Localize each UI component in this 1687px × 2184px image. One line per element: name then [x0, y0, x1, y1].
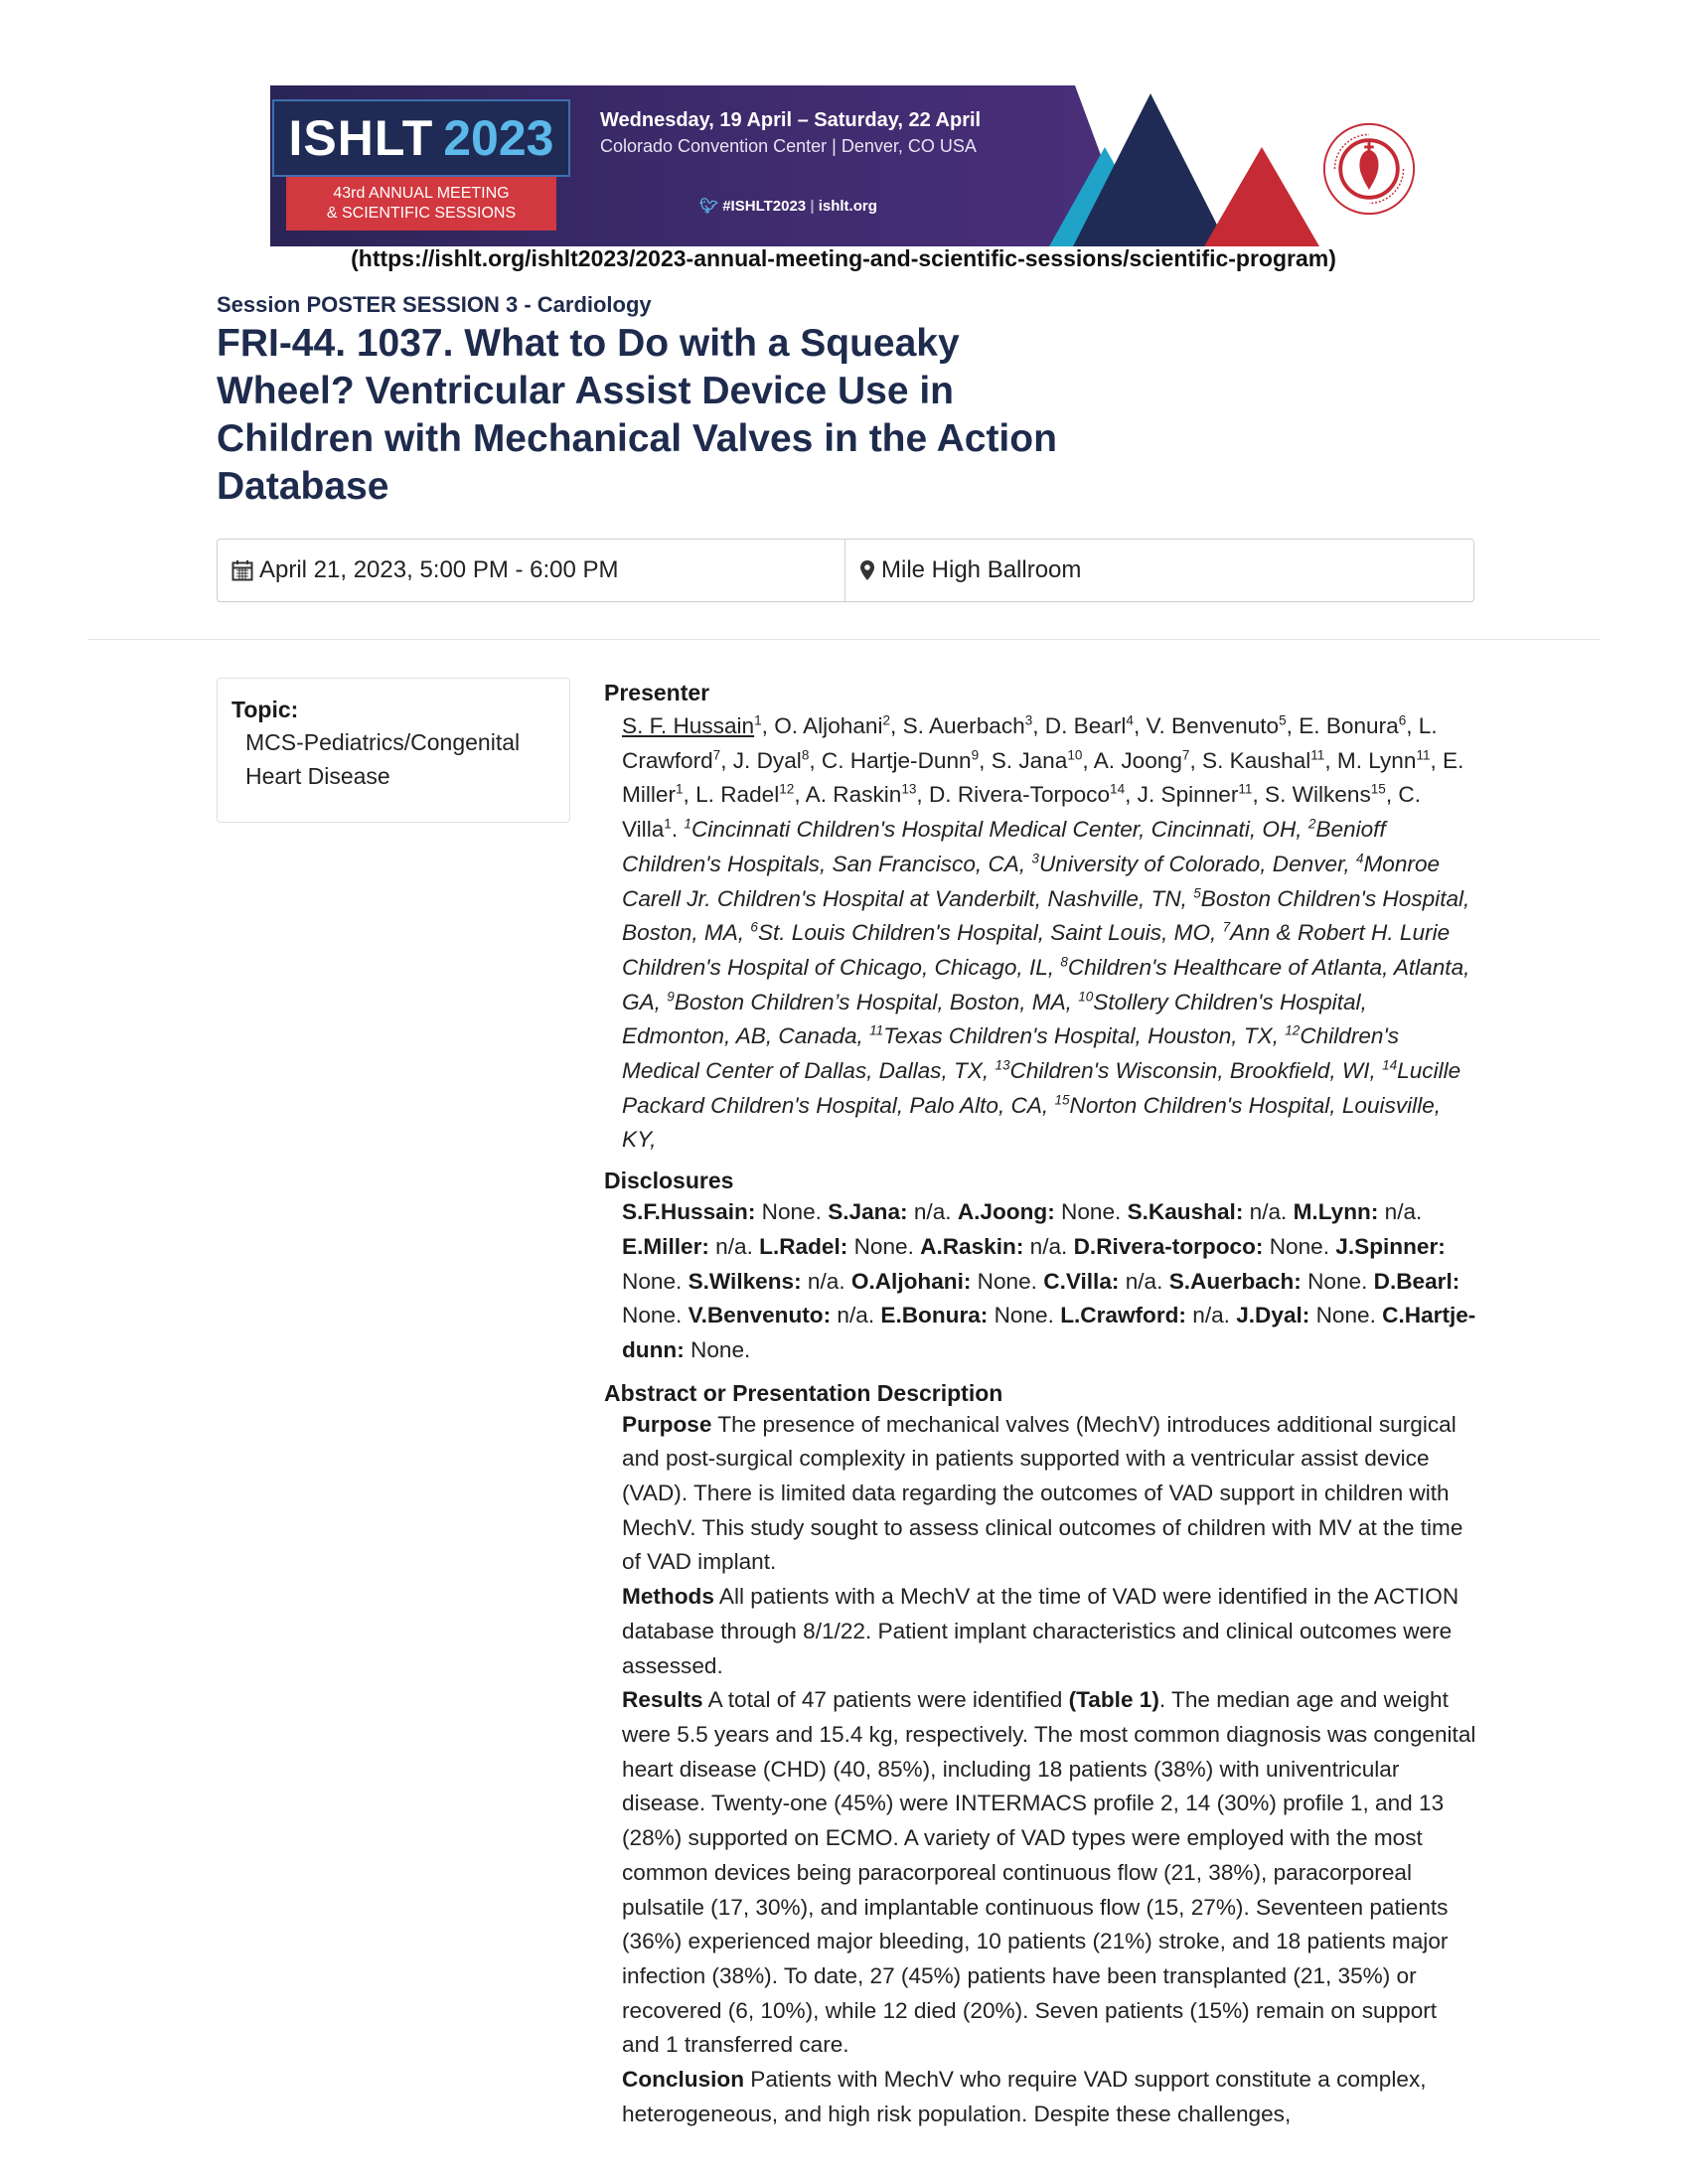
topic-label: Topic:: [231, 697, 299, 722]
disclosure-value: None.: [853, 1233, 914, 1259]
disclosure-value: None.: [1061, 1199, 1122, 1225]
disclosure-value: None.: [1269, 1233, 1329, 1259]
page-title: FRI-44. 1037. What to Do with a Squeaky Wheel? Ventricular Assist Device Use in Children with Mechanical Valves in the Action Database: [217, 322, 1057, 508]
disclosure-item: [759, 1234, 914, 1259]
presenter-name[interactable]: S. F. Hussain: [622, 713, 755, 738]
source-url[interactable]: (https://ishlt.org/ishlt2023/2023-annual-meeting-and-scientific-sessions/scientific-program): [351, 245, 1336, 271]
disclosure-item: [1169, 1269, 1368, 1294]
disclosure-name: J.Spinner:: [1335, 1233, 1446, 1259]
disclosure-value: None.: [761, 1199, 822, 1225]
abstract-conclusion: [622, 2063, 1478, 2131]
banner-dates: Wednesday, 19 April – Saturday, 22 April: [600, 109, 982, 131]
disclosure-name: L.Crawford:: [1060, 1303, 1186, 1328]
banner-venue: Colorado Convention Center | Denver, CO USA: [600, 136, 977, 156]
table-reference: (Table 1): [1068, 1687, 1159, 1713]
banner-social: 🐦︎ #ISHLT2023 | ishlt.org: [699, 198, 877, 215]
disclosure-name: C.Hartje-dunn:: [622, 1303, 1476, 1362]
disclosure-name: E.Bonura:: [880, 1303, 989, 1328]
disclosure-value: n/a.: [1029, 1233, 1068, 1259]
disclosure-value: None.: [622, 1268, 683, 1294]
conclusion-text: Patients with MechV who require VAD support constitute a complex, heterogeneous, and high risk population. Despite these challenges,: [622, 2067, 1427, 2126]
results-label: Results: [622, 1687, 703, 1713]
disclosure-value: None.: [1307, 1268, 1368, 1294]
disclosures-list: [622, 1195, 1478, 1368]
disclosure-name: M.Lynn:: [1293, 1199, 1379, 1225]
disclosure-value: None.: [1315, 1303, 1376, 1328]
disclosure-name: A.Joong:: [957, 1199, 1055, 1225]
disclosure-value: None.: [690, 1336, 751, 1362]
disclosure-name: D.Bearl:: [1373, 1268, 1460, 1294]
disclosure-value: n/a.: [1384, 1199, 1423, 1225]
banner-site: ishlt.org: [818, 198, 877, 215]
conference-banner: [270, 85, 1482, 246]
disclosure-item: [1294, 1199, 1423, 1224]
topic-value: MCS-Pediatrics/Congenital Heart Disease: [245, 729, 521, 789]
disclosure-value: n/a.: [913, 1199, 952, 1225]
abstract-main-column: [604, 678, 1478, 2131]
disclosure-item: [851, 1269, 1037, 1294]
author-affiliations: $^1$Cincinnati Children's Hospital Medical Center, Cincinnati, OH, $^2$Benioff Children's Hospitals, San Francisco, CA, $^3$University of Colorado, Denver, $^4$Monroe Carell Jr. Children's Hospital at Vanderbilt, Nashville, TN, $^5$Boston Children's Hospital, Boston, MA, $^6$St. Louis Children's Hospital, Saint Louis, MO, $^7$Ann & Robert H. Lurie Children's Hospital of Chicago, Chicago, IL, $^8$Children's Healthcare of Atlanta, Atlanta, GA, $^9$Boston Children’s Hospital, Boston, MA, $^{10}$Stollery Children's Hospital, Edmonton, AB, Canada, $^{11}$Texas Children's Hospital, Houston, TX, $^{12}$Children's Medical Center of Dallas, Dallas, TX, $^{13}$Children's Wisconsin, Brookfield, WI, $^{14}$Lucille Packard Children's Hospital, Palo Alto, CA, $^{15}$Norton Children's Hospital, Louisville, KY,: [622, 816, 1470, 1153]
disclosure-name: S.Jana:: [828, 1199, 908, 1225]
results-text-intro: A total of 47 patients were identified: [707, 1687, 1063, 1713]
disclosure-item: [920, 1234, 1067, 1259]
disclosure-name: J.Dyal:: [1236, 1303, 1310, 1328]
disclosure-item: [689, 1269, 845, 1294]
ishlt-logo: [272, 99, 570, 231]
disclosure-name: S.Kaushal:: [1127, 1199, 1244, 1225]
disclosure-name: D.Rivera-torpoco:: [1073, 1233, 1264, 1259]
disclosure-name: S.F.Hussain:: [622, 1199, 756, 1225]
disclosure-value: n/a.: [1125, 1268, 1163, 1294]
banner-event-info: [600, 109, 981, 157]
logo-word: ISHLT: [288, 110, 434, 166]
abstract-methods: [622, 1580, 1478, 1683]
presenter-heading: Presenter: [604, 680, 710, 705]
disclosure-name: A.Raskin:: [920, 1233, 1024, 1259]
abstract-results: [622, 1683, 1478, 2063]
logo-top: [272, 99, 570, 177]
decor-triangle-red: [1204, 147, 1319, 246]
disclosure-value: None.: [622, 1303, 683, 1328]
disclosure-item: [689, 1303, 875, 1327]
section-divider: [87, 639, 1600, 640]
disclosure-value: n/a.: [1249, 1199, 1288, 1225]
disclosure-value: n/a.: [837, 1303, 875, 1328]
ishlt-society-seal: [1321, 121, 1417, 217]
session-info-box: [217, 539, 1474, 602]
disclosure-value: n/a.: [715, 1233, 753, 1259]
calendar-icon: [231, 559, 253, 581]
disclosure-item: [828, 1199, 951, 1224]
banner-hashtag: #ISHLT2023: [722, 198, 807, 215]
abstract-heading: Abstract or Presentation Description: [604, 1379, 1003, 1406]
disclosure-name: S.Auerbach:: [1168, 1268, 1302, 1294]
purpose-label: Purpose: [622, 1411, 712, 1437]
topic-box: [217, 678, 570, 823]
disclosure-item: [1074, 1234, 1329, 1259]
disclosure-value: None.: [977, 1268, 1037, 1294]
disclosures-heading: Disclosures: [604, 1168, 734, 1194]
disclosure-item: [958, 1199, 1121, 1224]
session-label: Session POSTER SESSION 3 - Cardiology: [217, 292, 652, 317]
purpose-text: The presence of mechanical valves (MechV) introduces additional surgical and post-surgical complexity in patients supported with a ventricular assist device (VAD). There is limited data regarding the outcomes of VAD support in children with MechV. This study sought to assess clinical outcomes of children with MV at the time of VAD implant.: [622, 1411, 1463, 1575]
author-list: S. F. Hussain$^1$, O. Aljohani$^2$, S. Auerbach$^3$, D. Bearl$^4$, V. Benvenuto$^5$, E. Bonura$^6$, L. Crawford$^7$, J. Dyal$^8$, C. Hartje-Dunn$^9$, S. Jana$^{10}$, A. Joong$^7$, S. Kaushal$^{11}$, M. Lynn$^{11}$, E. Miller$^1$, L. Radel$^{12}$, A. Raskin$^{13}$, D. Rivera-Torpoco$^{14}$, J. Spinner$^{11}$, S. Wilkens$^{15}$, C. Villa$^1$. $^1$Cincinnati Children's Hospital Medical Center, Cincinnati, OH, $^2$Benioff Children's Hospitals, San Francisco, CA, $^3$University of Colorado, Denver, $^4$Monroe Carell Jr. Children's Hospital at Vanderbilt, Nashville, TN, $^5$Boston Children's Hospital, Boston, MA, $^6$St. Louis Children's Hospital, Saint Louis, MO, $^7$Ann & Robert H. Lurie Children's Hospital of Chicago, Chicago, IL, $^8$Children's Healthcare of Atlanta, Atlanta, GA, $^9$Boston Children’s Hospital, Boston, MA, $^{10}$Stollery Children's Hospital, Edmonton, AB, Canada, $^{11}$Texas Children's Hospital, Houston, TX, $^{12}$Children's Medical Center of Dallas, Dallas, TX, $^{13}$Children's Wisconsin, Brookfield, WI, $^{14}$Lucille Packard Children's Hospital, Palo Alto, CA, $^{15}$Norton Children's Hospital, Louisville, KY,: [622, 712, 1470, 1153]
disclosure-item: [880, 1303, 1054, 1327]
disclosure-name: C.Villa:: [1043, 1268, 1120, 1294]
disclosure-name: E.Miller:: [622, 1233, 709, 1259]
disclosure-item: [622, 1199, 822, 1224]
methods-label: Methods: [622, 1584, 714, 1610]
info-location-cell: [845, 540, 1473, 601]
session-date-time: April 21, 2023, 5:00 PM - 6:00 PM: [259, 556, 619, 583]
info-date-cell: [218, 540, 845, 601]
session-location: Mile High Ballroom: [881, 556, 1082, 583]
disclosure-value: None.: [994, 1303, 1054, 1328]
disclosure-item: [1060, 1303, 1230, 1327]
abstract-body: [622, 1408, 1478, 2132]
logo-year: 2023: [443, 110, 554, 166]
twitter-bird-icon: 🐦︎: [699, 198, 719, 215]
disclosure-value: n/a.: [1192, 1303, 1230, 1328]
disclosure-item: [1043, 1269, 1162, 1294]
disclosure-value: n/a.: [807, 1268, 845, 1294]
methods-text: All patients with a MechV at the time of VAD were identified in the ACTION database through 8/1/22. Patient implant characteristics and clinical outcomes were assessed.: [622, 1584, 1459, 1678]
logo-line2: & SCIENTIFIC SESSIONS: [326, 205, 517, 222]
conclusion-label: Conclusion: [622, 2067, 745, 2093]
results-text: . The median age and weight were 5.5 years and 15.4 kg, respectively. The most common diagnosis was congenital heart disease (CHD) (40, 85%), including 18 patients (38%) with univentricular disease. Twenty-one (45%) were INTERMACS profile 2, 14 (30%) profile 1, and 13 (28%) supported on ECMO. A variety of VAD types were employed with the most common devices being paracorporeal continuous flow (21, 38%), paracorporeal pulsatile (17, 30%), and implantable continuous flow (15, 27%). Seventeen patients (36%) experienced major bleeding, 10 patients (21%) stroke, and 18 patients major infection (38%). To date, 27 (45%) patients have been transplanted (21, 35%) or recovered (6, 10%), while 12 died (20%). Seven patients (15%) remain on support and 1 transferred care.: [622, 1687, 1476, 2058]
map-marker-icon: [859, 559, 875, 581]
disclosure-item: [1236, 1303, 1376, 1327]
disclosure-name: L.Radel:: [759, 1233, 848, 1259]
disclosure-item: [622, 1234, 753, 1259]
disclosure-item: [1128, 1199, 1288, 1224]
abstract-purpose: [622, 1408, 1478, 1581]
disclosure-name: S.Wilkens:: [688, 1268, 802, 1294]
disclosure-name: O.Aljohani:: [850, 1268, 972, 1294]
disclosure-name: V.Benvenuto:: [688, 1303, 832, 1328]
logo-line1: 43rd ANNUAL MEETING: [333, 185, 510, 202]
logo-subtitle: [286, 177, 556, 231]
